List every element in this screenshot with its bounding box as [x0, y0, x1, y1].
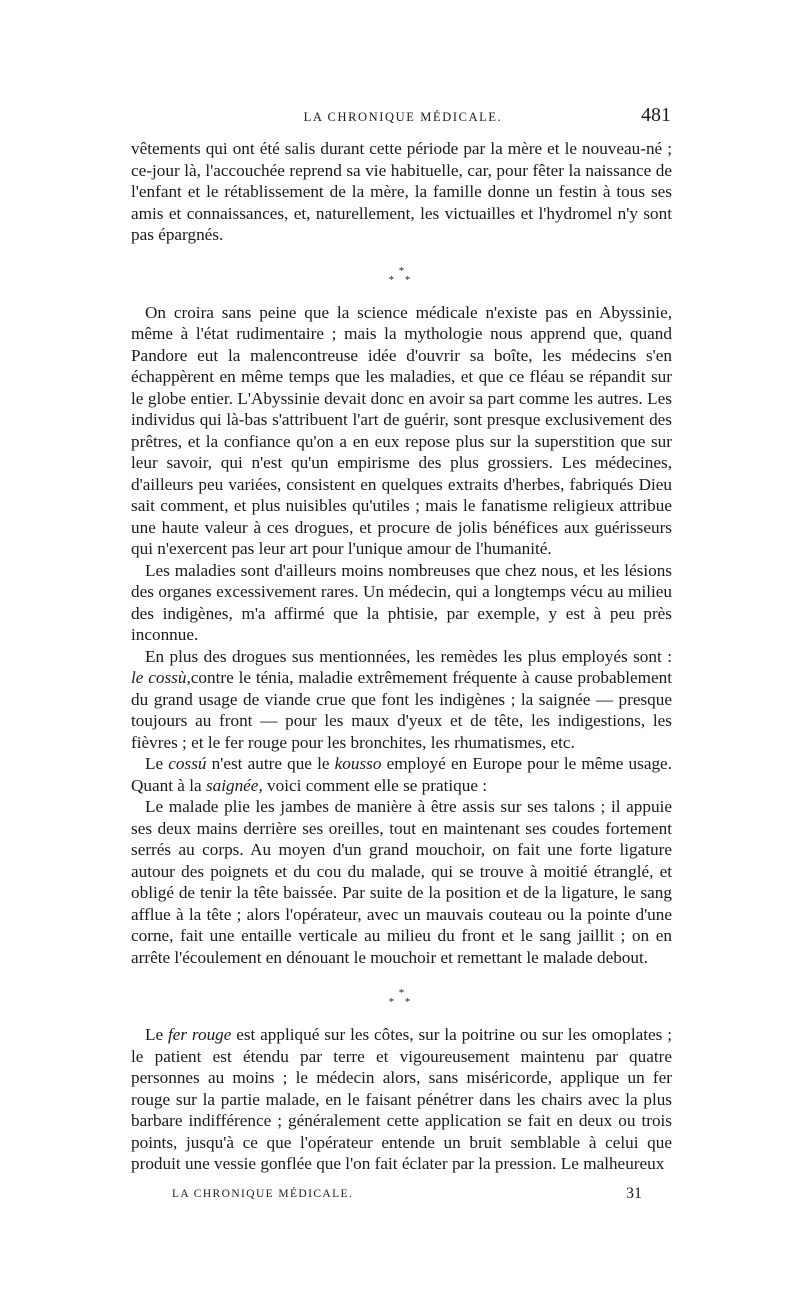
- page-number: 481: [641, 104, 671, 126]
- section-asterism-2: [131, 974, 672, 1016]
- paragraph-4-text-a: En plus des drogues sus mentionnées, les remèdes les plus employés sont :: [145, 646, 672, 666]
- paragraph-5-text-d: voici comment elle se pratique :: [262, 775, 488, 795]
- section-asterism-1: [131, 252, 672, 294]
- paragraph-5-text-b: n'est autre que le: [206, 754, 335, 773]
- asterism-stars-bottom: * *: [388, 273, 415, 286]
- signature-mark: 31: [626, 1185, 642, 1202]
- paragraph-7-text-b: est appliqué sur les côtes, sur la poitrine ou sur les omoplates ; le patient est étendu par terre et vigoureusement maintenu par quatre personnes au moins ; le médecin alors, sans miséricorde, applique un fer rouge sur la partie malade, en le faisant pénétrer dans les chairs avec la plus barbare indifférence ; généralement cette application se fait en deux ou trois points, jusqu'à ce que l'opérateur entende un bruit semblable à celui que produit une vessie gonflée que l'on fait éclater par la pression. Le malheureux: [131, 1025, 672, 1173]
- paragraph-5-text-c: employé en Europe pour le même usage. Quant à la: [131, 754, 672, 795]
- paragraph-5: [131, 753, 672, 796]
- paragraph-5-text-a: Le: [145, 754, 169, 773]
- term-fer-rouge: fer rouge: [167, 1025, 232, 1044]
- paragraph-1: vêtements qui ont été salis durant cette période par la mère et le nouveau-né ; ce-jour là, l'accouchée reprend sa vie habituelle, car, pour fêter la naissance de l'enfant et le rétablissement de la mère, la famille donne un festin à tous ses amis et connaissances, et, naturellement, les victuailles et l'hydromel n'y sont pas épargnés.: [131, 139, 672, 244]
- paragraph-4: [131, 646, 672, 754]
- running-title: LA CHRONIQUE MÉDICALE.: [303, 110, 503, 124]
- paragraph-7: [131, 1024, 672, 1175]
- page-header: [135, 104, 671, 132]
- paragraph-2: On croira sans peine que la science médicale n'existe pas en Abyssinie, même à l'état rudimentaire ; mais la mythologie nous apprend que, quand Pandore eut la malencontreuse idée d'ouvrir sa boîte, les médecins s'en échappèrent en même temps que les maladies, et que ce fléau se répandit sur le globe entier. L'Abyssinie devait donc en avoir sa part comme les autres. Les individus qui là-bas s'attribuent l'art de guérir, sont presque exclusivement des prêtres, et la confiance qu'on a en eux repose plus sur la superstition que sur leur savoir, qui n'est qu'un empirisme des plus grossiers. Les médecines, d'ailleurs peu variées, consistent en quelques extraits d'herbes, fabriqués Dieu sait comment, et plus nuisibles qu'utiles ; mais le fanatisme religieux attribue une haute valeur à ces drogues, et procure de jolis bénéfices aux guérisseurs qui n'exercent pas leur art pour l'unique amour de l'humanité.: [131, 302, 672, 558]
- asterism-stars-bottom: * *: [388, 996, 415, 1008]
- paragraph-4-text-b: contre le ténia, maladie extrêmement fréquente à cause probablement du grand usage de viande crue que font les indigènes ; la saignée — presque toujours au front — pour les maux d'yeux et de tête, les indigestions, les fièvres ; et le fer rouge pour les bronchites, les rhumatismes, etc.: [131, 668, 672, 752]
- term-kousso: kousso: [334, 754, 382, 773]
- page-footer: [172, 1185, 642, 1209]
- term-cossu: le cossù,: [131, 668, 191, 687]
- body-text: [131, 138, 672, 1175]
- term-saignee: saignée,: [205, 775, 263, 795]
- footer-title: LA CHRONIQUE MÉDICALE.: [172, 1188, 354, 1200]
- paragraph-3: Les maladies sont d'ailleurs moins nombreuses que chez nous, et les lésions des organes excessivement rares. Un médecin, qui a longtemps vécu au milieu des indigènes, m'a affirmé que la phtisie, par exemple, y est à peu près inconnue.: [131, 560, 672, 644]
- asterism-star-top: *: [398, 264, 405, 277]
- paragraph-7-text-a: Le: [145, 1025, 168, 1044]
- paragraph-6: Le malade plie les jambes de manière à être assis sur ses talons ; il appuie ses deux mains derrière ses oreilles, tout en maintenant ses coudes fortement serrés au corps. Au moyen d'un grand mouchoir, on fait une forte ligature autour des poignets et du cou du malade, qui se trouve à moitié étranglé, et obligé de tenir la tête baissée. Par suite de la position et de la ligature, le sang afflue à la tête ; alors l'opérateur, avec un mauvais couteau ou la pointe d'une corne, fait une entaille verticale au milieu du front et le sang jaillit ; on en arrête l'écoulement en dénouant le mouchoir et remettant le malade debout.: [131, 797, 672, 967]
- asterism-star-top: *: [398, 987, 405, 999]
- term-cossu-2: cossú: [168, 754, 207, 773]
